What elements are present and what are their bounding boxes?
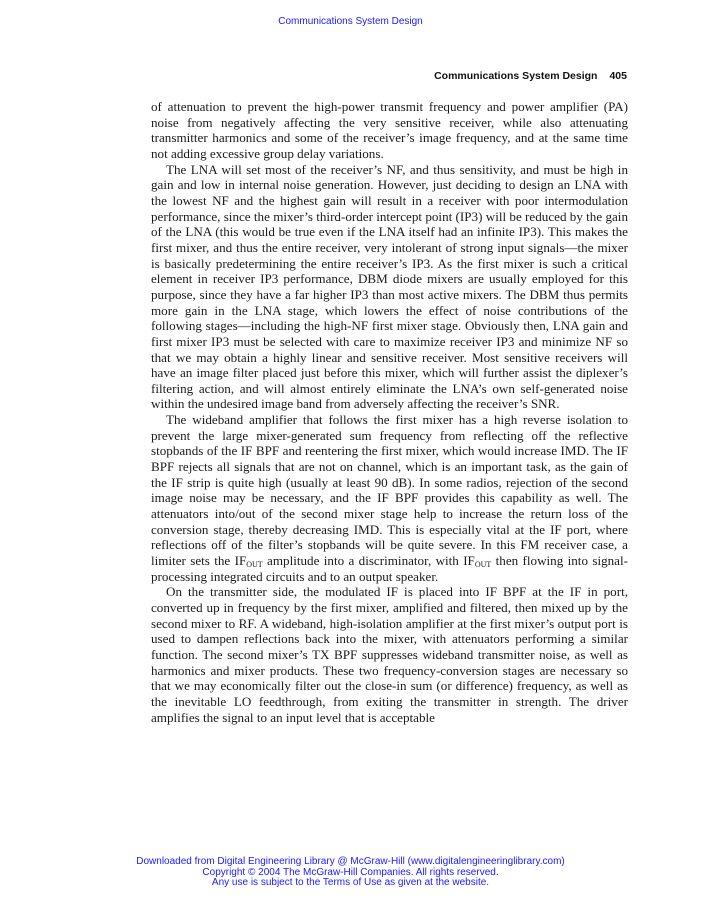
paragraph-4: On the transmitter side, the modulated IF is placed into IF BPF at the IF in port, converted up in frequency by the first mixer, amplified and filtered, then mixed up by the second mixer to RF. A wideband, high-isolation amplifier at the first mixer’s output port is used to dampen reflections back into the mixer, with attenuators performing a similar function. The second mixer’s TX BPF suppresses wideband transmitter noise, as well as harmonics and mixer products. These two frequency-conversion stages are necessary so that we may economically filter out the close-in sum (or difference) frequency, as well as the inevitable LO feedthrough, from exiting the transmitter in strength. The driver amplifies the signal to an input level that is acceptable bbox=[151, 584, 628, 725]
footer-terms-link[interactable]: Any use is subject to the Terms of Use as given at the website. bbox=[211, 877, 490, 888]
banner-title[interactable]: Communications System Design bbox=[278, 16, 423, 27]
footer bbox=[0, 857, 701, 889]
top-banner-link[interactable] bbox=[0, 16, 701, 27]
running-title: Communications System Design bbox=[434, 70, 598, 82]
subscript-out-2: OUT bbox=[474, 560, 492, 570]
subscript-out: OUT bbox=[246, 560, 263, 570]
paragraph-2: The LNA will set most of the receiver’s NF, and thus sensitivity, and must be high in gain and low in internal noise generation. However, just deciding to design an LNA with the lowest NF and the highest gain will result in a receiver with poor intermodulation performance, since the mixer’s third-order intercept point (IP3) will be reduced by the gain of the LNA (this would be true even if the LNA itself had an infinite IP3). This makes the first mixer, and thus the entire receiver, very intolerant of strong input signals—the mixer is basically predetermining the entire receiver’s IP3. As the first mixer is such a critical element in receiver IP3 performance, DBM diode mixers are usually employed for this purpose, since they have a far higher IP3 than most active mixers. The DBM thus permits more gain in the LNA stage, which lowers the effect of noise contributions of the following stages—including the high-NF first mixer stage. Obviously then, LNA gain and first mixer IP3 must be selected with care to maximize receiver IP3 and minimize NF so that we may obtain a highly linear and sensitive receiver. Most sensitive receivers will have an image filter placed just before this mixer, which will further assist the diplexer’s filtering action, and will almost entirely eliminate the LNA’s own self-generated noise within the undesired image band from adversely affecting the receiver’s SNR. bbox=[151, 161, 628, 412]
footer-download-link[interactable]: Downloaded from Digital Engineering Library @ McGraw-Hill (www.digitalengineeringlibrary.com) bbox=[136, 856, 565, 867]
running-header bbox=[434, 70, 627, 82]
footer-copyright: Copyright © 2004 The McGraw-Hill Companies. All rights reserved. bbox=[202, 866, 499, 878]
paragraph-3-part-c: then flowing into signal-processing integrated circuits and to an output speaker. bbox=[151, 553, 628, 584]
page-number: 405 bbox=[609, 70, 627, 82]
paragraph-3 bbox=[151, 412, 628, 584]
paragraph-3-part-a: The wideband amplifier that follows the first mixer has a high reverse isolation to prevent the large mixer-generated sum frequency from reflecting off the reflective stopbands of the IF BPF and reentering the first mixer, which would increase IMD. The IF BPF rejects all signals that are not on channel, which is an important task, as the gain of the IF strip is quite high (usually at least 90 dB). In some radios, rejection of the second image noise may be necessary, and the IF BPF provides this capability as well. The attenuators into/out of the second mixer stage help to increase the return loss of the conversion stage, thereby decreasing IMD. This is especially vital at the IF port, where reflections off of the filter’s stopbands will be quite severe. In this FM receiver case, a limiter sets the IF bbox=[151, 412, 628, 569]
paragraph-1: of attenuation to prevent the high-power transmit frequency and power amplifier (PA) noise from negatively affecting the very sensitive receiver, while also attenuating transmitter harmonics and some of the receiver’s image frequency, and at the same time not adding excessive group delay variations. bbox=[151, 99, 628, 161]
paragraph-3-part-b: amplitude into a discriminator, with IF bbox=[262, 553, 475, 569]
body-text bbox=[151, 99, 628, 725]
